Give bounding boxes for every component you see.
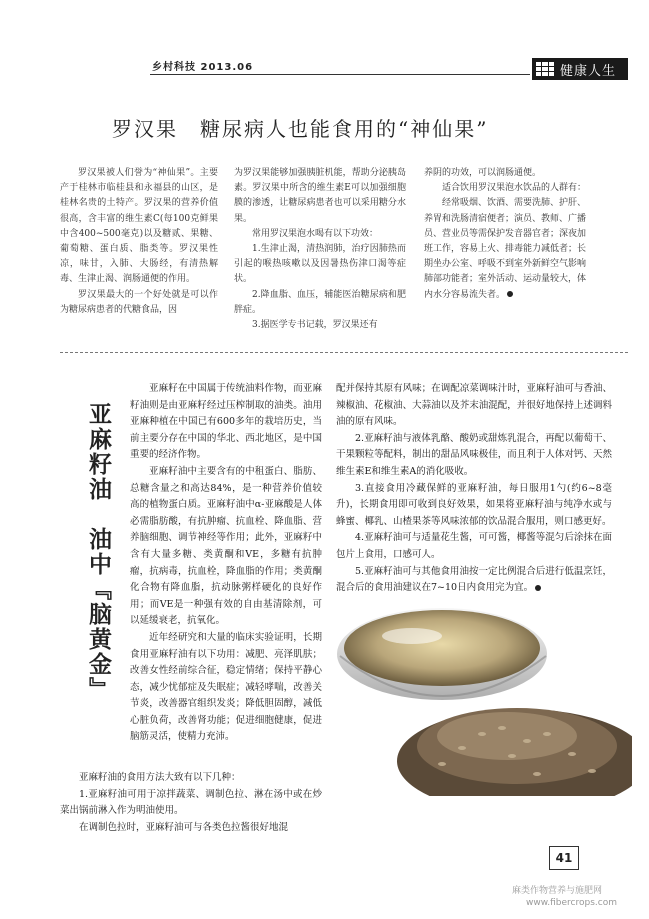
paragraph: 罗汉果被人们誉为“神仙果”。主要产于桂林市临桂县和永福县的山区，是桂林名贵的土特产。罗汉果的营养价值很高，含丰富的维生素C(每100克鲜果中含400~500毫克)以及糖贰、果糖、葡萄糖、蛋白质、脂类等。罗汉果性凉，味甘，入肺、大肠经，有清热解毒、生津止渴、润肠通便的作用。 xyxy=(60,168,218,285)
paragraph: 2.亚麻籽油与液体乳酪、酸奶或甜炼乳混合，再配以葡萄干、干果颗粒等配料，制出的甜品风味极佳，而且利于人体对钙、天然维生素E和维生素A的消化吸收。 xyxy=(336,432,612,477)
article2-col2 xyxy=(336,381,612,597)
paragraph: 1.生津止渴，清热润肺，治疗因肺热而引起的喉热咳嗽以及因暑热伤津口渴等症状。 xyxy=(234,244,406,285)
paragraph: 在调制色拉时，亚麻籽油可与各类色拉酱很好地混 xyxy=(79,821,289,833)
journal-header: 乡村科技 2013.06 xyxy=(152,62,254,73)
paragraph: 亚麻籽油中主要含有的中租蛋白、脂肪、总糖含量之和高达84%，是一种营养价值较高的植物蛋白质。亚麻籽油中α-亚麻酸是人体必需脂肪酸，有抗肿瘤、抗血栓、降血脂、营养脑细胞、调节神经等作用；此外，亚麻籽中含有大量多糖、类黄酮和VE，多糖有抗肿瘤，抗病毒，抗血栓，降血脂的作用；类黄酮化合物有降血脂，抗动脉粥样硬化的良好作用；而VE是一种强有效的自由基清除剂，可以延缓衰老，抗氧化。 xyxy=(130,465,322,627)
watermark-url: www.fibercrops.com xyxy=(526,898,617,908)
paragraph: 养阴的功效，可以润肠通便。 xyxy=(424,168,542,178)
article2-title: 亚麻籽油 油中『脑黄金』 xyxy=(85,402,112,702)
article1-col1 xyxy=(60,166,218,318)
section-label: 健康人生 xyxy=(560,63,617,79)
article2-col1-lower xyxy=(60,770,322,836)
paragraph xyxy=(424,196,586,302)
paragraph: 配并保持其原有风味；在调配凉菜调味汁时，亚麻籽油可与香油、辣椒油、花椒油、大蒜油以及芥末油混配，并很好地保持上述调料油的原有风味。 xyxy=(336,383,612,428)
article1-col3 xyxy=(424,166,586,303)
end-mark-icon xyxy=(507,291,513,297)
article2-col1 xyxy=(130,381,322,746)
paragraph: 2.降血脂、血压，辅能医治糖尿病和肥胖症。 xyxy=(234,289,406,315)
article1-col2 xyxy=(234,166,406,333)
paragraph: 适合饮用罗汉果泡水饮品的人群有： xyxy=(442,183,587,194)
flaxseed-oil-photo xyxy=(332,596,632,796)
paragraph xyxy=(336,564,612,597)
paragraph: 罗汉果最大的一个好处就是可以作为糖尿病患者的代糖食品，因 xyxy=(60,289,218,315)
paragraph: 为罗汉果能够加强胰脏机能，帮助分泌胰岛素。罗汉果中所含的维生素E可以加强细胞膜的渗透，让糖尿病患者也可以采用糖分水果。 xyxy=(234,168,406,224)
watermark-title: 麻类作物营养与施肥网 xyxy=(512,886,603,896)
section-divider xyxy=(60,352,628,353)
paragraph: 3.直接食用冷藏保鲜的亚麻籽油，每日服用1勺(约6~8毫升)，长期食用即可收到良好效果，如果将亚麻籽油与纯净水或与蜂蜜、椰乳、山楂果茶等风味浓郁的饮品混合服用，则口感更好。 xyxy=(336,482,612,527)
page-number: 41 xyxy=(549,846,579,870)
paragraph: 3.据医学专书记载，罗汉果还有 xyxy=(252,320,378,331)
watermark xyxy=(512,885,617,909)
end-mark-icon xyxy=(535,585,541,591)
header-rule xyxy=(150,74,530,75)
section-tab xyxy=(532,58,628,80)
grid-icon xyxy=(536,62,554,76)
paragraph: 常用罗汉果泡水喝有以下功效： xyxy=(252,228,379,239)
paragraph-text: 5.亚麻籽油可与其他食用油按一定比例混合后进行低温烹饪，混合后的食用油建议在7~10日内食用完为宜。 xyxy=(336,565,612,594)
article1-title: 罗汉果 糖尿病人也能食用的“神仙果” xyxy=(112,117,489,141)
paragraph: 1.亚麻籽油可用于凉拌蔬菜、调制色拉、淋在汤中或在炒菜出锅前淋入作为明油使用。 xyxy=(60,788,322,817)
paragraph: 亚麻籽油的食用方法大致有以下几种： xyxy=(79,772,241,783)
paragraph: 4.亚麻籽油可与适量花生酱，可可酱，椰酱等混匀后涂抹在面包片上食用，口感可人。 xyxy=(336,532,612,560)
paragraph-text: 经常吸烟、饮酒、需要洗肺、护肝、养胃和洗肠清宿便者；演员、教师、广播员、营业员等需保护发音器官者；深夜加班工作，容易上火、排毒能力减低者；长期坐办公室、呼吸不到室外新鲜空气影响肺部功能者；室外活动、运动量较大，体内水分容易流失者。 xyxy=(424,198,587,300)
paragraph: 亚麻籽在中国属于传统油料作物，而亚麻籽油则是由亚麻籽经过压榨制取的油类。油用亚麻种植在中国已有600多年的栽培历史，当前主要分存在中国的华北、西北地区，是中国重要的经济作物。 xyxy=(130,383,322,461)
paragraph: 近年经研究和大量的临床实验证明，长期食用亚麻籽油有以下功用：减肥、亮泽肌肤；改善女性经前综合征，稳定情绪；保持平静心态，减少忧郁症及失眠症；减轻哮喘，改善关节炎，改善器官组织发炎；降低胆固醇，减低心脏负荷，改善肾功能；促进细胞健康，促进脑筋灵活，使精力充沛。 xyxy=(130,631,322,743)
